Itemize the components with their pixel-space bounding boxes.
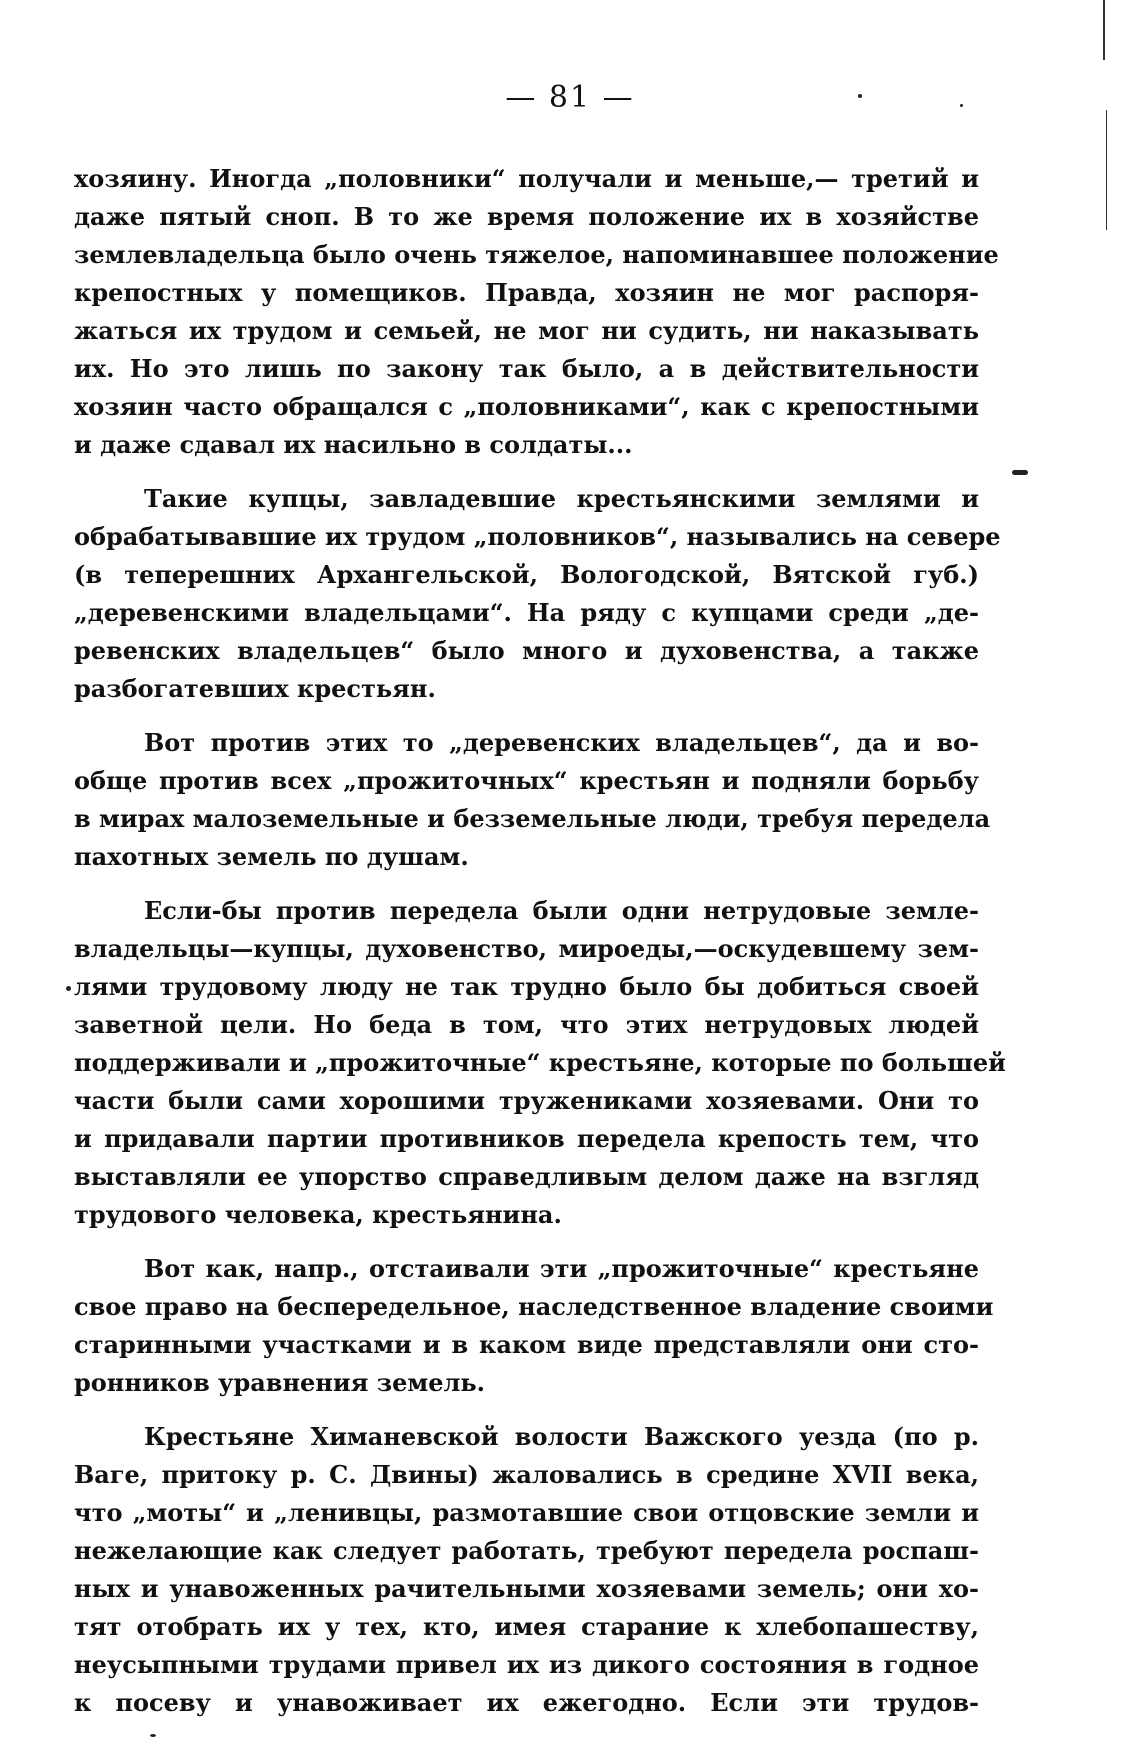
- text-line: ревенских владельцев“ было много и духовенства, а также: [74, 636, 979, 665]
- text-line: лями трудовому люду не так трудно было бы добиться своей: [74, 972, 979, 1001]
- text-line: крепостных у помещиков. Правда, хозяин не мог распоря-: [74, 278, 979, 307]
- text-line: „деревенскими владельцами“. На ряду с купцами среди „де-: [74, 598, 979, 627]
- paragraph-3: [74, 724, 991, 876]
- paragraph-6: [74, 1418, 979, 1722]
- text-line: разбогатевших крестьян.: [74, 674, 436, 703]
- text-line: выставляли ее упорство справедливым делом даже на взгляд: [74, 1162, 979, 1191]
- paragraph-2: [74, 480, 1001, 708]
- scan-speck: [150, 1734, 156, 1737]
- text-line: их. Но это лишь по закону так было, а в действительности: [74, 354, 979, 383]
- text-line: старинными участками и в каком виде представляли они сто-: [74, 1330, 979, 1359]
- text-line: поддерживали и „прожиточные“ крестьяне, которые по большей: [74, 1048, 1006, 1077]
- text-line: Крестьяне Химаневской волости Важского уезда (по р.: [144, 1422, 979, 1451]
- text-line: пахотных земель по душам.: [74, 842, 469, 871]
- text-line: трудового человека, крестьянина.: [74, 1200, 562, 1229]
- scan-speck: [858, 94, 862, 98]
- text-line: и придавали партии противников передела крепость тем, что: [74, 1124, 979, 1153]
- text-line: даже пятый сноп. В то же время положение их в хозяйстве: [74, 202, 979, 231]
- scan-edge-line: [1106, 110, 1107, 230]
- scan-speck: [960, 104, 963, 107]
- scan-speck: [66, 986, 71, 991]
- text-line: обрабатывавшие их трудом „половников“, назывались на севере: [74, 522, 1001, 551]
- text-line: землевладельца было очень тяжелое, напоминавшее положение: [74, 240, 999, 269]
- text-line: тят отобрать их у тех, кто, имея старание к хлебопашеству,: [74, 1612, 979, 1641]
- text-line: хозяину. Иногда „половники“ получали и меньше,— третий и: [74, 164, 979, 193]
- text-line: и даже сдавал их насильно в солдаты...: [74, 430, 633, 459]
- text-line: (в теперешних Архангельской, Вологодской, Вятской губ.): [74, 560, 979, 589]
- text-line: Ваге, притоку р. С. Двины) жаловались в средине XVII века,: [74, 1460, 979, 1489]
- text-line: ных и унавоженных рачительными хозяевами земель; они хо-: [74, 1574, 979, 1603]
- text-line: части были сами хорошими тружениками хозяевами. Они то: [74, 1086, 979, 1115]
- page-number: — 81 —: [505, 80, 635, 115]
- scan-speck: [1012, 470, 1028, 475]
- text-line: жаться их трудом и семьей, не мог ни судить, ни наказывать: [74, 316, 979, 345]
- text-line: Если-бы против передела были одни нетрудовые земле-: [144, 896, 979, 925]
- text-line: нежелающие как следует работать, требуют передела роспаш-: [74, 1536, 979, 1565]
- text-line: ронников уравнения земель.: [74, 1368, 486, 1397]
- text-line: неусыпными трудами привел их из дикого состояния в годное: [74, 1650, 979, 1679]
- scan-edge-line: [1103, 0, 1105, 60]
- body-text: [74, 160, 1006, 1720]
- text-line: свое право на беспередельное, наследственное владение своими: [74, 1292, 994, 1321]
- text-line: заветной цели. Но беда в том, что этих нетрудовых людей: [74, 1010, 979, 1039]
- text-line: обще против всех „прожиточных“ крестьян и подняли борьбу: [74, 766, 979, 795]
- text-line: в мирах малоземельные и безземельные люди, требуя передела: [74, 804, 991, 833]
- text-line: что „моты“ и „ленивцы, размотавшие свои отцовские земли и: [74, 1498, 979, 1527]
- text-line: Вот как, напр., отстаивали эти „прожиточные“ крестьяне: [144, 1254, 979, 1283]
- text-line: Вот против этих то „деревенских владельцев“, да и во-: [144, 728, 979, 757]
- text-line: владельцы—купцы, духовенство, мироеды,—оскудевшему зем-: [74, 934, 979, 963]
- text-line: хозяин часто обращался с „половниками“, как с крепостными: [74, 392, 979, 421]
- paragraph-1: [74, 160, 999, 464]
- text-line: Такие купцы, завладевшие крестьянскими землями и: [144, 484, 979, 513]
- paragraph-4: [74, 892, 1006, 1234]
- paragraph-5: [74, 1250, 994, 1402]
- text-line: к посеву и унавоживает их ежегодно. Если эти трудов-: [74, 1688, 979, 1717]
